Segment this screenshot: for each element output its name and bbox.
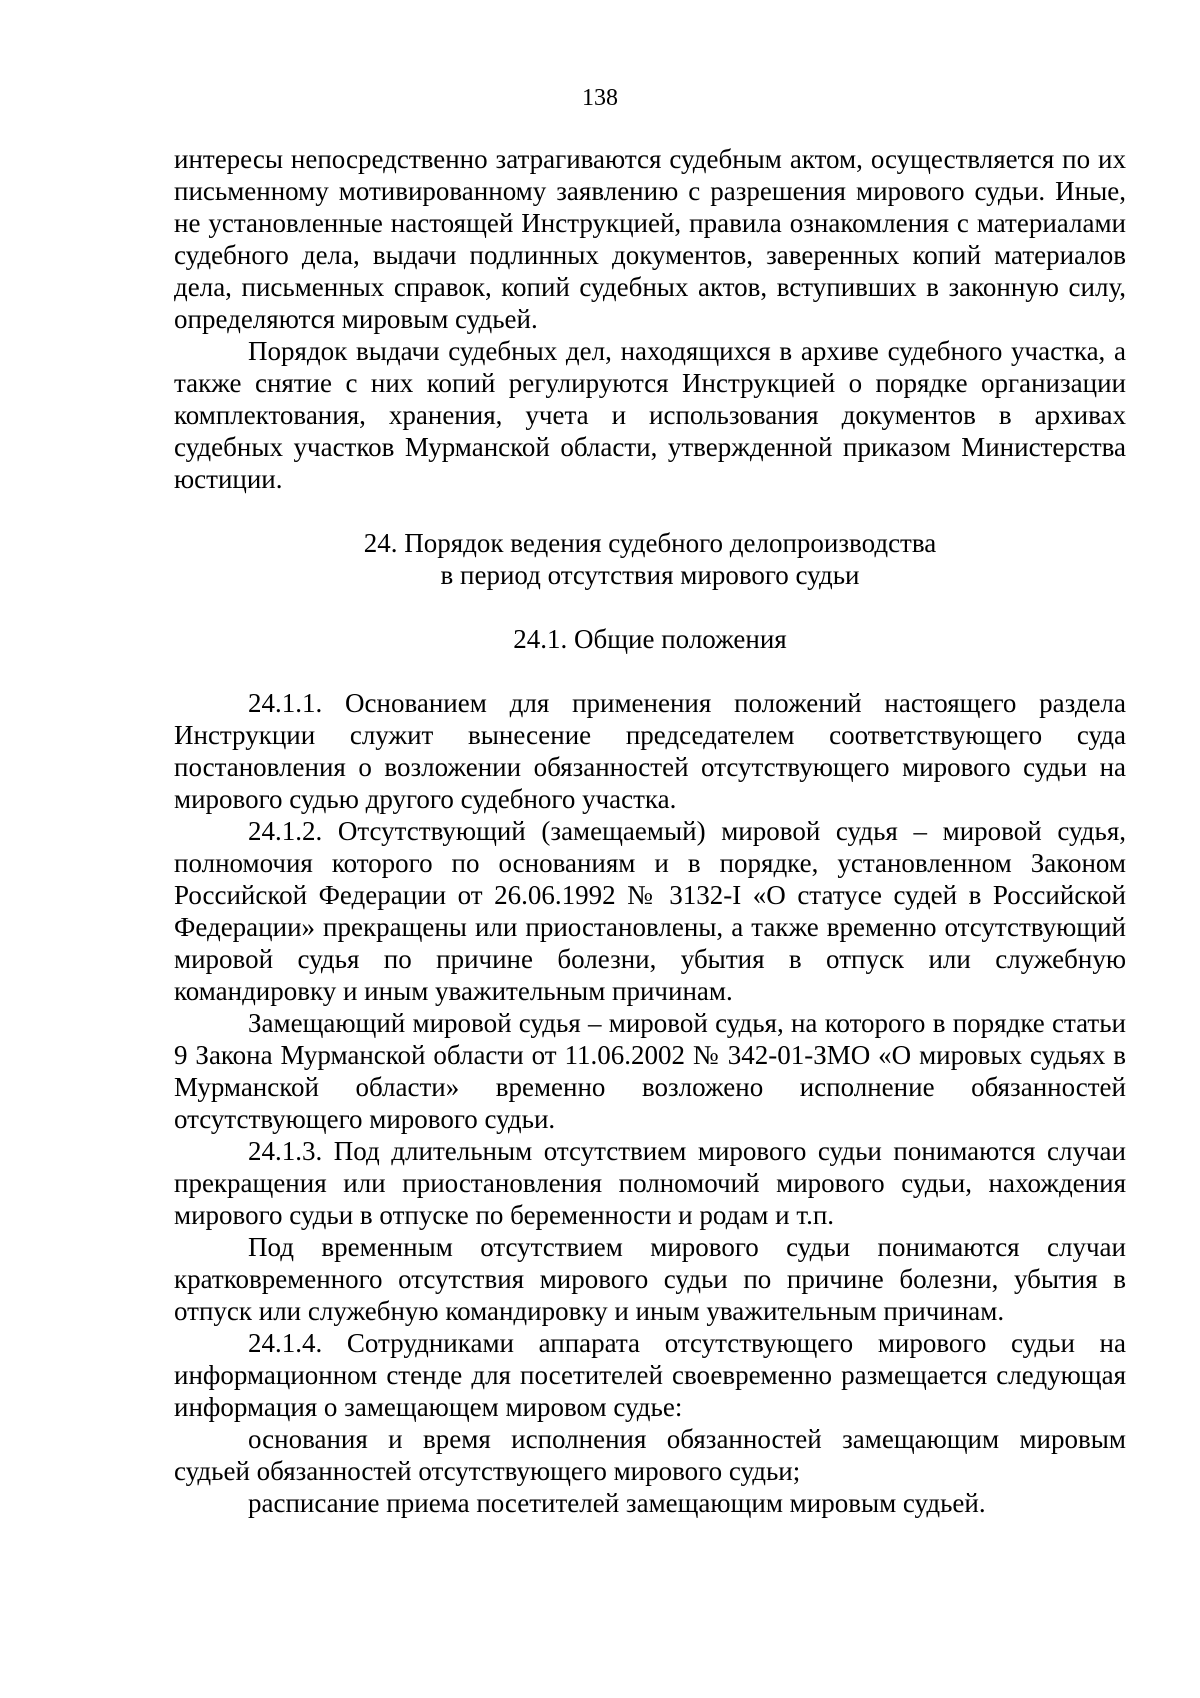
paragraph-archive-procedure: Порядок выдачи судебных дел, находящихся в архиве судебного участка, а также снятие с них копий регулируются Инструкцией о порядке организации комплектования, хранения, учета и использования документов в архивах судебных участков Мурманской области, утвержденной приказом Министерства юстиции. xyxy=(174,336,1126,494)
section-heading-line-2: в период отсутствия мирового судьи xyxy=(440,560,860,590)
document-body xyxy=(174,143,1126,1519)
paragraph-continuation: интересы непосредственно затрагиваются судебным актом, осуществляется по их письменному мотивированному заявлению с разрешения мирового судьи. Иные, не установленные настоящей Инструкцией, правила ознакомления с материалами судебного дела, выдачи подлинных документов, заверенных копий материалов дела, письменных справок, копий судебных актов, вступивших в законную силу, определяются мировым судьей. xyxy=(174,144,1126,334)
paragraph-24-1-1: 24.1.1. Основанием для применения положений настоящего раздела Инструкции служит вынесение председателем соответствующего суда постановления о возложении обязанностей отсутствующего мирового судьи на мирового судью другого судебного участка. xyxy=(174,688,1126,814)
paragraph-24-1-2: 24.1.2. Отсутствующий (замещаемый) мировой судья – мировой судья, полномочия которого по основаниям и в порядке, установленном Законом Российской Федерации от 26.06.1992 № 3132-I «О статусе судей в Российской Федерации» прекращены или приостановлены, а также временно отсутствующий мировой судья по причине болезни, убытия в отпуск или служебную командировку и иным уважительным причинам. xyxy=(174,816,1126,1006)
paragraph-substitute-judge: Замещающий мировой судья – мировой судья, на которого в порядке статьи 9 Закона Мурманской области от 11.06.2002 № 342-01-ЗМО «О мировых судьях в Мурманской области» временно возложено исполнение обязанностей отсутствующего мирового судьи. xyxy=(174,1008,1126,1134)
section-heading-line-1: 24. Порядок ведения судебного делопроизводства xyxy=(363,528,937,558)
paragraph-temporary-absence: Под временным отсутствием мирового судьи понимаются случаи кратковременного отсутствия мирового судьи по причине болезни, убытия в отпуск или служебную командировку и иным уважительным причинам. xyxy=(174,1232,1126,1326)
list-item-schedule: расписание приема посетителей замещающим мировым судьей. xyxy=(248,1488,986,1518)
paragraph-24-1-3: 24.1.3. Под длительным отсутствием мирового судьи понимаются случаи прекращения или приостановления полномочий мирового судьи, нахождения мирового судьи в отпуске по беременности и родам и т.п. xyxy=(174,1136,1126,1230)
list-item-grounds: основания и время исполнения обязанностей замещающим мировым судьей обязанностей отсутствующего мирового судьи; xyxy=(174,1424,1126,1486)
paragraph-24-1-4: 24.1.4. Сотрудниками аппарата отсутствующего мирового судьи на информационном стенде для посетителей своевременно размещается следующая информация о замещающем мировом судье: xyxy=(174,1328,1126,1422)
subsection-heading: 24.1. Общие положения xyxy=(513,624,787,654)
section-heading xyxy=(174,527,1126,591)
page-number: 138 xyxy=(582,85,618,111)
